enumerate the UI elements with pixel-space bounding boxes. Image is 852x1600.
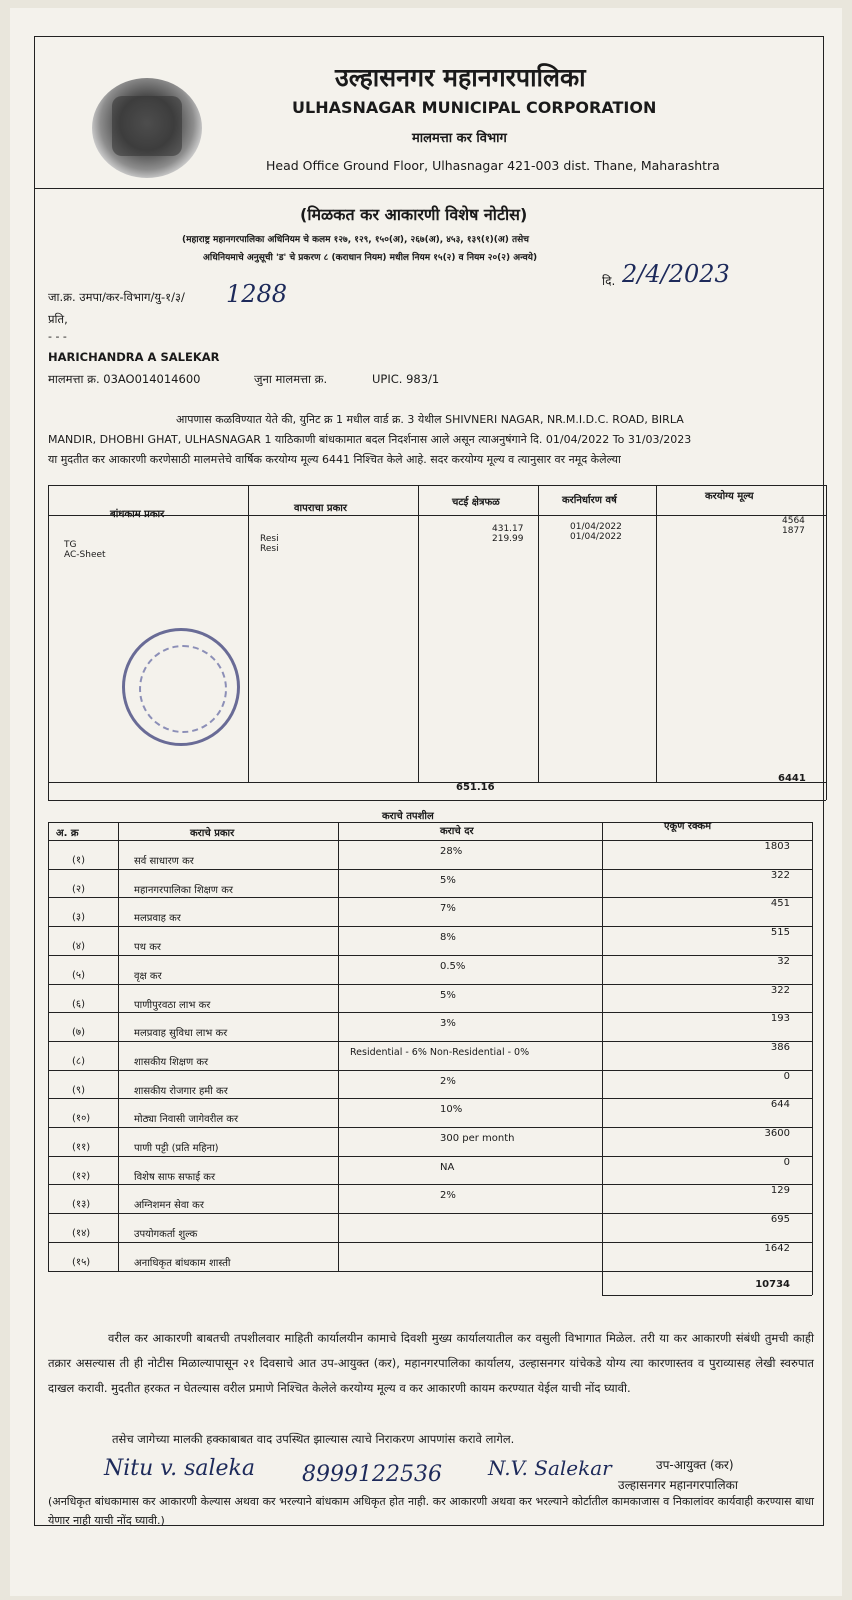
tax-row-rate: 10% [440,1104,463,1116]
tax-row-serial: (१) [72,855,86,866]
usage-1: Resi [260,534,279,544]
tax-row-line [48,1127,812,1128]
law-reference-line2: अधिनियमाचे अनुसूची 'ड' चे प्रकरण ८ (कराधान नियम) मधील नियम १५(२) व नियम २०(२) अन्वये) [203,253,538,263]
law-reference-line1: (महाराष्ट्र महानगरपालिका अधिनियम चे कलम १२७, १२९, १५०(अ), २६७(अ), ४५३, १३९(१)(अ) तसेच [182,235,529,245]
tax-table-caption: कराचे तपशील [382,811,434,822]
value-2: 1877 [782,526,805,536]
tax-row-amount: 0 [783,1156,790,1168]
dashes: - - - [48,330,67,343]
col-header-value: करयोग्य मूल्य [705,491,754,502]
tax-col-line [338,822,339,1271]
header-divider [34,188,824,189]
property-table-header-bottom [48,515,826,516]
corporation-emblem [92,78,202,178]
to-label: प्रति, [48,312,68,326]
tax-row-serial: (११) [72,1142,91,1153]
tax-header-type: कराचे प्रकार [190,828,235,839]
tax-row-line [48,1213,812,1214]
tax-row-type: मोठ्या निवासी जागेवरील कर [134,1114,239,1126]
property-col-line [48,485,49,800]
property-col-line [538,485,539,782]
tax-row-serial: (१०) [72,1113,91,1125]
footer-paragraph: वरील कर आकारणी बाबतची तपशीलवार माहिती कार्यालयीन कामाचे दिवशी मुख्य कार्यालयातील कर वसुली विभागात मिळेल. तरी या कर आकारणी संबंधी तुमची काही तक्रार असल्यास ती ही नोटीस मिळाल्यापासून २१ दिवसाचे आत उप-आयुक्त (कर), महानगरपालिका कार्यालय, उल्हासनगर यांचेकडे योग्य त्या कारणास्तव व पुराव्यासह लेखी स्वरुपात दाखल करावी. मुदतीत हरकत न घेतल्यास वरील प्रमाणे निश्चित केलेले करयोग्य मूल्य व कर आकारणी कायम करण्यात येईल याची नोंद घ्यावी. [48,1331,814,1395]
tax-row-type: वृक्ष कर [134,970,162,982]
tax-row-rate: 0.5% [440,960,466,972]
tax-col-line [602,822,603,1295]
corp-name-marathi: उल्हासनगर महानगरपालिका [335,63,586,92]
tax-row-type: महानगरपालिका शिक्षण कर [134,884,233,896]
corp-name-english: ULHASNAGAR MUNICIPAL CORPORATION [292,98,657,117]
handwritten-name: Nitu v. saleka [104,1456,256,1481]
officer-organization: उल्हासनगर महानगरपालिका [618,1478,738,1492]
usage-2: Resi [260,544,279,554]
tax-row-amount: 451 [770,898,790,910]
upic-number: UPIC. 983/1 [372,372,440,386]
handwritten-signature: N.V. Salekar [488,1456,612,1480]
tax-table-header-line [48,840,812,841]
tax-row-type: पथ कर [134,942,162,954]
tax-row-amount: 644 [770,1099,790,1111]
tax-row-rate: 7% [440,903,456,915]
tax-total-amount: 10734 [755,1278,790,1290]
tax-row-serial: (७) [72,1027,86,1039]
tax-row-line [48,1041,812,1042]
tax-row-type: विशेष साफ सफाई कर [134,1171,216,1183]
tax-row-type: शासकीय रोजगार हमी कर [134,1085,228,1097]
tax-row-amount: 1803 [764,841,790,852]
tax-row-line [48,1271,812,1272]
col-header-year: करनिर्धारण वर्ष [562,495,617,506]
construction-1: TG [64,540,77,550]
tax-row-line [48,1098,812,1099]
tax-row-amount: 322 [770,984,790,996]
year-1: 01/04/2022 [570,522,622,532]
total-value: 6441 [778,773,806,784]
tax-row-line [48,955,812,956]
tax-row-serial: (२) [72,883,86,895]
tax-row-line [48,897,812,898]
tax-row-type: अग्निशमन सेवा कर [134,1200,204,1212]
property-number: मालमत्ता क्र. 03AO014014600 [48,372,201,386]
tax-row-amount: 515 [770,927,790,939]
ownership-dispute-note: तसेच जागेच्या मालकी हक्काबाबत वाद उपस्थित झाल्यास त्याचे निराकरण आपणांस करावे लागेल. [112,1432,515,1446]
area-1: 431.17 [492,524,524,534]
tax-row-rate: 300 per month [440,1133,515,1144]
tax-col-line [48,822,49,1271]
tax-col-line [118,822,119,1271]
tax-row-line [48,984,812,985]
tax-row-type: अनाधिकृत बांधकाम शास्ती [134,1257,231,1269]
tax-row-amount: 193 [770,1013,790,1025]
tax-row-line [48,1012,812,1013]
tax-row-type: मलप्रवाह कर [134,913,181,925]
reference-label: जा.क्र. उमपा/कर-विभाग/यु-१/३/ [48,290,185,304]
tax-row-serial: (९) [72,1084,86,1096]
property-table-rows-bottom [48,782,826,783]
tax-row-amount: 695 [770,1214,790,1226]
tax-row-serial: (८) [72,1055,86,1067]
tax-row-line [48,1242,812,1243]
construction-2: AC-Sheet [64,550,106,560]
tax-row-amount: 386 [770,1041,790,1053]
tax-row-amount: 0 [783,1070,790,1082]
tax-row-serial: (६) [72,998,86,1010]
office-address: Head Office Ground Floor, Ulhasnagar 421-003 dist. Thane, Maharashtra [266,158,720,173]
tax-row-line [48,926,812,927]
department-name: मालमत्ता कर विभाग [412,131,507,146]
property-table-top [48,485,826,486]
tax-row-rate: 8% [440,932,456,944]
tax-row-type: उपयोगकर्ता शुल्क [134,1229,198,1241]
property-col-line [826,485,827,800]
tax-row-type: मलप्रवाह सुविधा लाभ कर [134,1028,228,1040]
tax-row-rate: 28% [440,846,463,857]
tax-row-amount: 322 [770,869,790,881]
tax-row-serial: (३) [72,912,86,924]
tax-row-type: पाणी पट्टी (प्रति महिना) [134,1143,219,1154]
tax-col-line [812,822,813,1295]
property-col-line [248,485,249,782]
tax-row-type: सर्व साधारण कर [134,856,194,867]
officer-title: उप-आयुक्त (कर) [656,1458,734,1472]
intro-line3: या मुदतीत कर आकारणी करणेसाठी मालमत्तेचे वार्षिक करयोग्य मूल्य 6441 निश्चित केले आहे. सदर करयोग्य मूल्य व त्यानुसार वर नमूद केलेल्या [48,453,621,466]
legal-note: (अनधिकृत बांधकामास कर आकारणी केल्यास अथवा कर भरल्याने बांधकाम अधिकृत होत नाही. कर आकारणी अथवा कर भरल्याने कोर्टातील कामकाजास व निकालांवर कार्यवाही करण्यास बाधा येणार नाही याची नोंद घ्यावी.) [48,1495,814,1527]
tax-row-type: पाणीपुरवठा लाभ कर [134,999,211,1011]
property-table-bottom [48,800,826,801]
tax-row-amount: 32 [777,955,790,967]
tax-row-rate: 2% [440,1075,456,1087]
tax-header-amount: एकूण रक्कम [664,821,712,832]
tax-row-serial: (१३) [72,1199,91,1211]
tax-total-line [602,1295,812,1296]
tax-row-rate: NA [440,1161,455,1173]
tax-row-line [48,1070,812,1071]
total-area: 651.16 [456,782,495,793]
old-property-label: जुना मालमत्ता क्र. [254,372,328,386]
year-2: 01/04/2022 [570,532,622,542]
handwritten-reference-number: 1288 [226,280,288,308]
notice-title: (मिळकत कर आकारणी विशेष नोटीस) [300,205,528,224]
handwritten-phone: 8999122536 [302,1462,442,1487]
tax-row-serial: (५) [72,969,86,981]
tax-header-rate: कराचे दर [440,826,474,837]
property-col-line [656,485,657,782]
tax-row-serial: (४) [72,941,86,953]
value-1: 4564 [782,516,805,526]
owner-name: HARICHANDRA A SALEKAR [48,350,220,364]
col-header-area: चटई क्षेत्रफळ [452,497,500,508]
office-stamp [122,628,240,746]
tax-row-amount: 129 [770,1185,790,1197]
tax-row-serial: (१२) [72,1170,91,1182]
tax-row-rate: 5% [440,989,456,1001]
tax-row-rate: 5% [440,874,456,886]
tax-row-serial: (१५) [72,1256,91,1268]
tax-row-type: शासकीय शिक्षण कर [134,1056,209,1068]
tax-row-rate: 3% [440,1018,456,1030]
tax-header-serial: अ. क्र [56,828,79,839]
property-col-line [418,485,419,782]
date-label: दि. [602,274,616,288]
tax-row-rate: 2% [440,1190,456,1202]
tax-row-rate: Residential - 6% Non-Residential - 0% [350,1046,530,1058]
intro-line2: MANDIR, DHOBHI GHAT, ULHASNAGAR 1 याठिकाणी बांधकामात बदल निदर्शनास आले असून त्याअनुषंगाने दि. 01/04/2022 To 31/03/2023 [48,433,692,446]
intro-line1: आपणास कळविण्यात येते की, युनिट क्र 1 मधील वार्ड क्र. 3 येथील SHIVNERI NAGAR, NR.M.I.D.C. ROAD, BIRLA [176,413,684,426]
handwritten-date: 2/4/2023 [622,260,730,288]
tax-row-line [48,869,812,870]
col-header-usage: वापराचा प्रकार [294,503,347,514]
tax-row-line [48,1184,812,1185]
col-header-construction: बांधकाम प्रकार [110,509,165,520]
tax-row-amount: 1642 [764,1242,790,1254]
tax-row-amount: 3600 [764,1128,790,1139]
tax-row-line [48,1156,812,1157]
tax-row-serial: (१४) [72,1228,91,1240]
area-2: 219.99 [492,534,524,544]
